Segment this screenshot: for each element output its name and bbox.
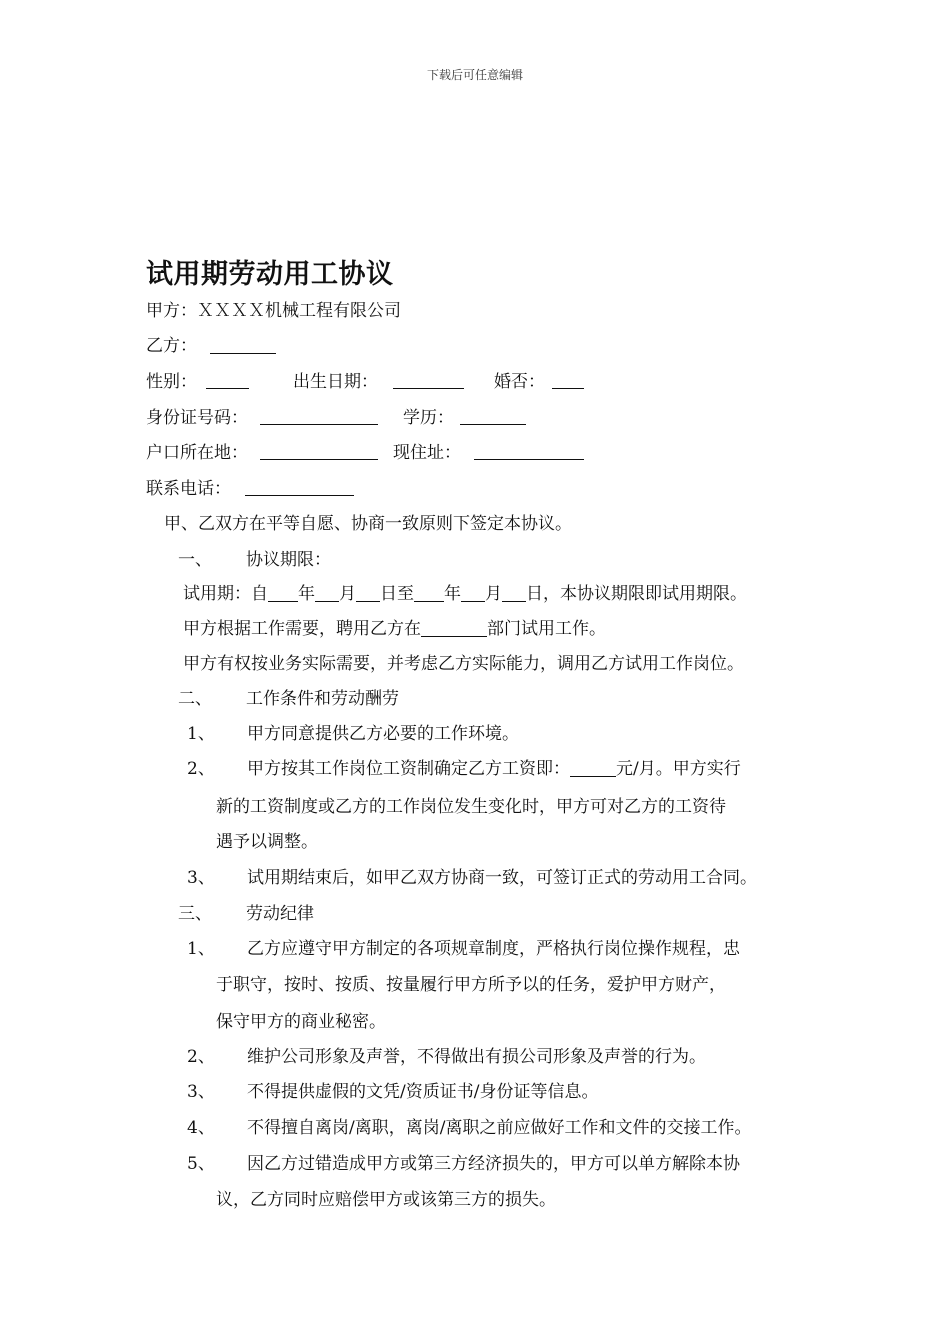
year-text-2: 年	[444, 584, 461, 604]
department-blank[interactable]	[421, 619, 487, 637]
item-number: 3、	[187, 1082, 215, 1102]
trial-period-text-end: 日，本协议期限即试用期限。	[526, 584, 747, 604]
id-number-blank[interactable]	[260, 410, 378, 425]
department-text-end: 部门试用工作。	[487, 619, 606, 639]
gender-blank[interactable]	[206, 374, 249, 389]
item-text: 试用期结束后，如甲乙双方协商一致，可签订正式的劳动用工合同。	[247, 868, 757, 888]
item-text: 甲方同意提供乙方必要的工作环境。	[247, 724, 519, 744]
item-text-cont: 元/月。甲方实行	[616, 759, 741, 779]
section-2-number: 二、	[178, 689, 212, 709]
trial-period-line	[183, 582, 747, 606]
party-a-line	[146, 299, 401, 323]
address-label: 现住址：	[393, 443, 461, 463]
document-title: 试用期劳动用工协议	[146, 259, 394, 290]
address-blank[interactable]	[474, 445, 584, 460]
hukou-label: 户口所在地：	[146, 443, 248, 463]
marital-blank[interactable]	[552, 374, 584, 389]
section-2-item-2-line-3: 遇予以调整。	[216, 832, 318, 852]
education-label: 学历：	[403, 408, 454, 428]
item-text: 不得擅自离岗/离职，离岗/离职之前应做好工作和文件的交接工作。	[247, 1118, 752, 1138]
section-3-item-5-line-2: 议，乙方同时应赔偿甲方或该第三方的损失。	[216, 1190, 556, 1210]
section-1-number: 一、	[178, 550, 212, 570]
end-year-blank[interactable]	[414, 584, 444, 602]
item-text: 维护公司形象及声誉，不得做出有损公司形象及声誉的行为。	[247, 1047, 706, 1067]
education-blank[interactable]	[460, 410, 526, 425]
item-number: 5、	[187, 1154, 215, 1174]
item-text: 乙方应遵守甲方制定的各项规章制度，严格执行岗位操作规程，忠	[247, 939, 740, 959]
start-day-blank[interactable]	[356, 584, 380, 602]
item-text: 不得提供虚假的文凭/资质证书/身份证等信息。	[247, 1082, 599, 1102]
id-number-label: 身份证号码：	[146, 408, 248, 428]
birth-date-label: 出生日期：	[293, 372, 378, 392]
section-2-item-3	[187, 866, 757, 890]
phone-label: 联系电话：	[146, 479, 231, 499]
phone-blank[interactable]	[245, 481, 354, 496]
section-2-heading	[178, 687, 399, 711]
section-3-item-1-line-3: 保守甲方的商业秘密。	[216, 1012, 386, 1032]
month-text-2: 月	[485, 584, 502, 604]
item-number: 3、	[187, 868, 215, 888]
item-number: 2、	[187, 759, 215, 779]
marital-label: 婚否：	[494, 372, 545, 392]
party-b-label: 乙方：	[146, 336, 197, 356]
trial-period-text-start: 试用期：自	[183, 584, 268, 604]
section-3-number: 三、	[178, 904, 212, 924]
intro-paragraph: 甲、乙双方在平等自愿、协商一致原则下签定本协议。	[164, 514, 572, 534]
month-text: 月	[339, 584, 356, 604]
year-text: 年	[298, 584, 315, 604]
section-3-item-4	[187, 1116, 751, 1140]
section-2-item-2-line-2: 新的工资制度或乙方的工作岗位发生变化时，甲方可对乙方的工资待	[216, 797, 726, 817]
item-number: 1、	[187, 724, 215, 744]
start-year-blank[interactable]	[268, 584, 298, 602]
section-2-item-1	[187, 722, 519, 746]
section-3-title: 劳动纪律	[246, 904, 314, 924]
item-text: 甲方按其工作岗位工资制确定乙方工资即：	[247, 759, 570, 779]
birth-date-blank[interactable]	[393, 374, 464, 389]
section-3-item-5	[187, 1152, 740, 1176]
hukou-blank[interactable]	[260, 445, 378, 460]
item-number: 2、	[187, 1047, 215, 1067]
end-month-blank[interactable]	[461, 584, 485, 602]
department-line	[183, 617, 606, 641]
day-to-text: 日至	[380, 584, 414, 604]
section-1-heading	[178, 548, 331, 572]
party-a-label: 甲方：	[146, 301, 197, 321]
item-text: 因乙方过错造成甲方或第三方经济损失的，甲方可以单方解除本协	[247, 1154, 740, 1174]
section-3-item-3	[187, 1080, 598, 1104]
section-2-item-2	[187, 757, 741, 781]
party-b-blank[interactable]	[210, 336, 276, 354]
salary-blank[interactable]	[570, 759, 616, 777]
section-3-item-1-line-2: 于职守，按时、按质、按量履行甲方所予以的任务，爱护甲方财产，	[216, 975, 726, 995]
party-a-name: ＸＸＸＸ机械工程有限公司	[197, 301, 401, 321]
header-note: 下载后可任意编辑	[426, 68, 523, 82]
section-3-heading	[178, 902, 314, 926]
end-day-blank[interactable]	[502, 584, 526, 602]
section-1-title: 协议期限：	[246, 550, 331, 570]
section-2-title: 工作条件和劳动酬劳	[246, 689, 399, 709]
start-month-blank[interactable]	[315, 584, 339, 602]
section-3-item-2	[187, 1045, 706, 1069]
adjust-line: 甲方有权按业务实际需要，并考虑乙方实际能力，调用乙方试用工作岗位。	[183, 654, 744, 674]
gender-label: 性别：	[146, 372, 197, 392]
item-number: 4、	[187, 1118, 215, 1138]
department-text-start: 甲方根据工作需要，聘用乙方在	[183, 619, 421, 639]
section-3-item-1	[187, 937, 740, 961]
item-number: 1、	[187, 939, 215, 959]
party-b-line	[146, 334, 276, 358]
